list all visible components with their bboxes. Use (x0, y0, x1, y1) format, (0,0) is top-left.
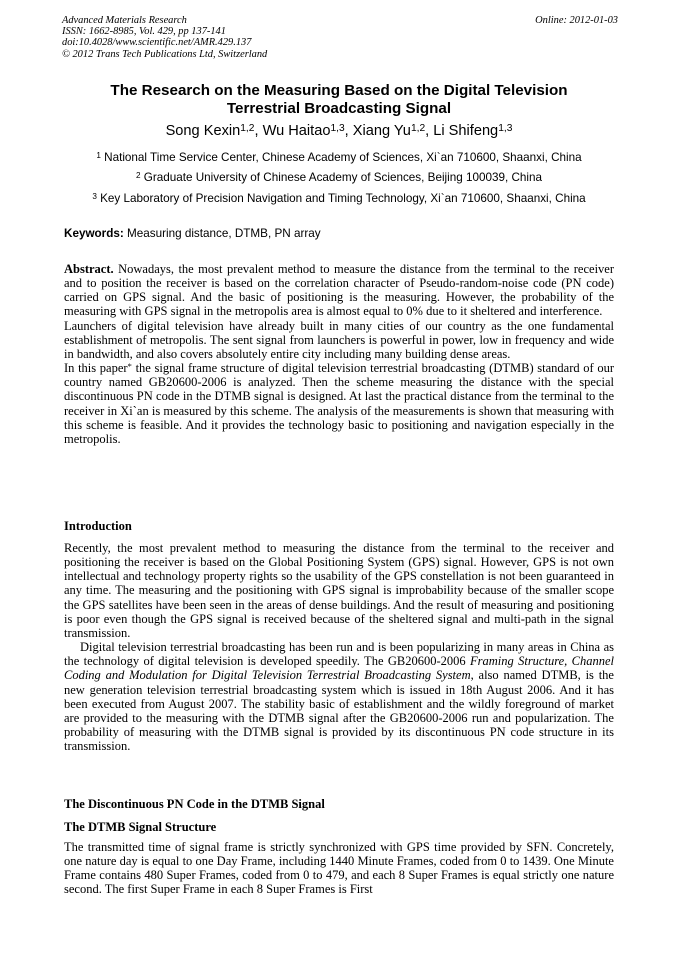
affiliation: $^2$ Graduate University of Chinese Academy of Sciences, Beijing 100039, China (135, 171, 543, 184)
copyright-line: © 2012 Trans Tech Publications Ltd, Switzerland (62, 48, 268, 60)
author: Song Kexin$^{1,2}$, (165, 123, 263, 139)
affiliation: $^1$ National Time Service Center, Chinese Academy of Sciences, Xi`an 710600, Shaanxi, China (96, 151, 582, 164)
author: Xiang Yu$^{1,2}$, (352, 123, 434, 139)
abstract-paragraph: Abstract. Nowadays, the most prevalent method to measure the distance from the terminal to the receiver and to position the receiver is based on the correlation character of Pseudo-random-noise code (PN code) carried on GPS signal. And the basic of positioning is the measuring. However, the probability of the measuring with GPS signal in the metropolis area is almost equal to 0% due to it sheltered and interference. (64, 262, 615, 319)
abstract (64, 262, 614, 446)
online-date: Online: 2012-01-03 (535, 15, 618, 26)
affiliation: $^3$ Key Laboratory of Precision Navigation and Timing Technology, Xi`an 710600, Shaanxi, China (92, 192, 586, 205)
abstract-label: Abstract. (64, 262, 114, 276)
paper-title (40, 82, 638, 118)
abstract-paragraph: Launchers of digital television have already built in many cities of our country as the one fundamental establishment of metropolis. The sent signal from launchers is powerful in power, low in frequency and wide in bandwidth, and also covers absolutely entire city including many building dense areas. (64, 318, 614, 361)
introduction-body (64, 541, 614, 753)
section2-body (64, 840, 614, 897)
section-heading-introduction: Introduction (64, 519, 132, 533)
author-list (40, 122, 638, 140)
abstract-paragraph: In this paper* the signal frame structure of digital television terrestrial broadcasting (DTMB) standard of our country named GB20600-2006 is analyzed. Then the scheme measuring the distance with the special discontinuous PN code in the DTMB signal is designed. At last the practical distance from the terminal to the receiver in Xi`an is measured by this scheme. The analysis of the measurements is shown that measuring with this scheme is feasible. And it provides the technology basic to positioning and navigation especially in the metropolis. (64, 361, 615, 446)
intro-paragraph: Digital television terrestrial broadcasting has been run and is been popularizing in many areas in China as the technology of digital television is developed speedily. The GB20600-2006 Framing Structure, Channel Coding and Modulation for Digital Television Terrestrial Broadcasting System, also named DTMB, is the new generation television terrestrial broadcasting system which is issued in 18th August 2006. And it has been executed from August 2007. The stability basic of establishment and the wildly foreground of market are provided to the measuring with the DTMB signal after the GB20600-2006 run and popularization. The probability of measuring with the DTMB signal is provided by its discontinuous PN code structure in its transmission. (64, 640, 614, 754)
publication-header (62, 15, 618, 60)
subsection-heading-dtmb-structure: The DTMB Signal Structure (64, 820, 217, 834)
author: Li Shifeng$^{1,3}$ (433, 123, 513, 139)
keywords (64, 227, 614, 241)
author: Wu Haitao$^{1,3}$, (262, 123, 353, 139)
keywords-text: Measuring distance, DTMB, PN array (127, 227, 321, 240)
journal-name: Advanced Materials Research (62, 15, 187, 26)
title-line-1: The Research on the Measuring Based on the Digital Television (110, 82, 568, 99)
section2-paragraph: The transmitted time of signal frame is strictly synchronized with GPS time provided by SFN. Concretely, one nature day is equal to one Day Frame, including 1440 Minute Frames, coded from 0 to 1439. One Minute Frame contains 480 Super Frames, coded from 0 to 479, and each 8 Super Frames is equal strictly one nature second. The first Super Frame in each 8 Super Frames is First (64, 840, 614, 897)
section-heading-pn-code: The Discontinuous PN Code in the DTMB Signal (64, 797, 325, 811)
doi-line: doi:10.4028/www.scientific.net/AMR.429.137 (62, 37, 252, 49)
intro-paragraph: Recently, the most prevalent method to measuring the distance from the terminal to the receiver and positioning the receiver is based on the Global Positioning System (GPS) signal. However, GPS is not own intellectual and technology property rights so the usability of the GPS constellation is not been guaranteed in any time. The measuring and the positioning with GPS signal is improbability because of the smaller scope the GPS satellites have been seen in the areas of dense buildings. And the result of measuring and positioning is poor even though the GPS signal is received because of the sheltered signal and multi-path in the signal transmission. (64, 541, 614, 640)
title-line-2: Terrestrial Broadcasting Signal (226, 100, 452, 117)
keywords-label: Keywords: (64, 227, 124, 240)
issn-line: ISSN: 1662-8985, Vol. 429, pp 137-141 (62, 26, 226, 38)
